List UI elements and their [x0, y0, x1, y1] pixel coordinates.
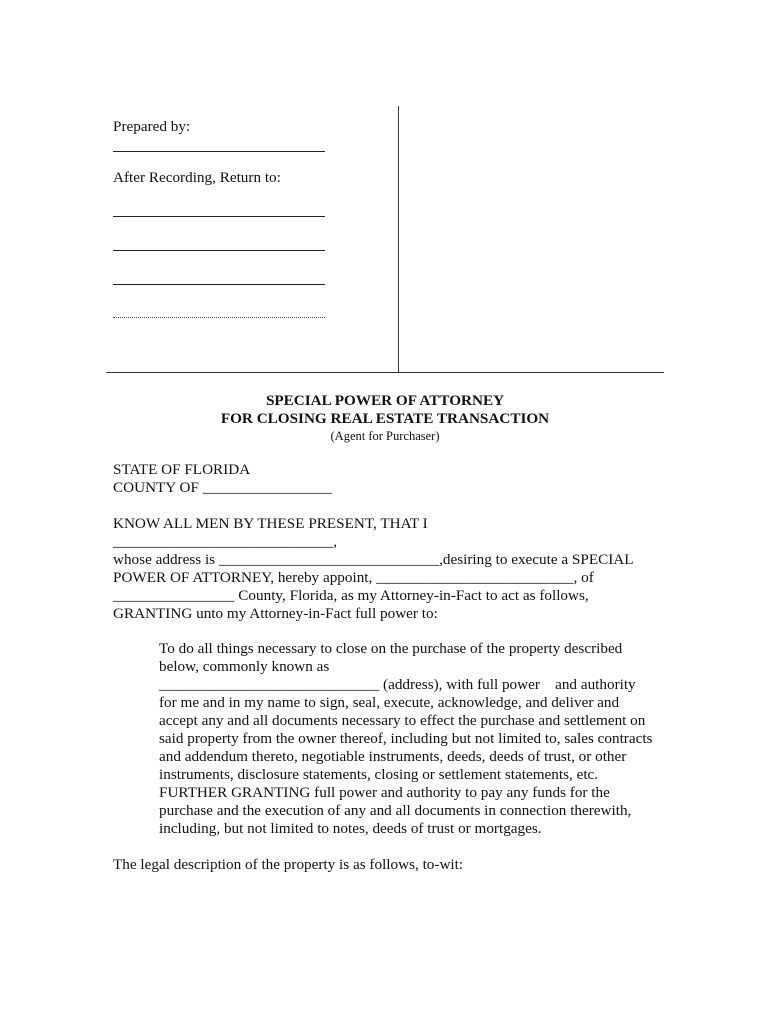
address-line	[113, 551, 634, 569]
address-prefix: whose address is	[113, 551, 216, 568]
return-to-label: After Recording, Return to:	[113, 169, 281, 186]
powers-address-line	[159, 676, 636, 694]
document-title-line-2: FOR CLOSING REAL ESTATE TRANSACTION	[220, 410, 550, 427]
grantor-address-blank[interactable]: _____________________________	[218, 551, 440, 568]
attorney-county-blank[interactable]: ________________	[113, 587, 235, 604]
county-blank[interactable]: _________________	[202, 479, 332, 496]
know-all-line: KNOW ALL MEN BY THESE PRESENT, THAT I	[113, 515, 428, 532]
powers-line-9: FURTHER GRANTING full power and authority to pay any funds for the	[159, 784, 610, 801]
appoint-prefix: POWER OF ATTORNEY, hereby appoint,	[113, 569, 373, 586]
document-title: SPECIAL POWER OF ATTORNEY	[265, 392, 505, 409]
powers-line-8: instruments, disclosure statements, closing or settlement statements, etc.	[159, 766, 599, 783]
prepared-by-label: Prepared by:	[113, 118, 191, 135]
document-subtitle: (Agent for Purchaser)	[330, 429, 440, 443]
attorney-name-blank[interactable]: __________________________	[376, 569, 574, 586]
return-to-line-3[interactable]	[113, 284, 325, 285]
powers-line-5: accept any and all documents necessary to effect the purchase and settlement on	[159, 712, 646, 729]
return-to-line-4[interactable]	[113, 317, 325, 318]
powers-line-3-suffix: (address), with full power and authority	[383, 676, 636, 693]
county-label: COUNTY OF	[113, 479, 199, 496]
recording-box-vertical-divider	[398, 106, 399, 372]
powers-line-10: purchase and the execution of any and all documents in connection therewith,	[159, 802, 632, 819]
powers-line-4: for me and in my name to sign, seal, execute, acknowledge, and deliver and	[159, 694, 620, 711]
granting-line: GRANTING unto my Attorney-in-Fact full power to:	[113, 605, 438, 622]
property-address-blank[interactable]: _____________________________	[159, 676, 380, 693]
return-to-line-2[interactable]	[113, 250, 325, 251]
attorney-county-suffix: County, Florida, as my Attorney-in-Fact to act as follows,	[238, 587, 589, 604]
grantor-name-blank[interactable]: _____________________________,	[113, 533, 338, 550]
appoint-suffix: , of	[573, 569, 594, 586]
powers-line-2: below, commonly known as	[159, 658, 330, 675]
powers-line-11: including, but not limited to notes, deeds of trust or mortgages.	[159, 820, 542, 837]
prepared-by-line[interactable]	[113, 151, 325, 152]
return-to-line-1[interactable]	[113, 216, 325, 217]
powers-line-1: To do all things necessary to close on the purchase of the property described	[159, 640, 623, 657]
state-line: STATE OF FLORIDA	[113, 461, 251, 478]
powers-line-6: said property from the owner thereof, including but not limited to, sales contracts	[159, 730, 653, 747]
attorney-county-line	[113, 587, 589, 605]
address-suffix: ,desiring to execute a SPECIAL	[439, 551, 634, 568]
county-line	[113, 479, 332, 497]
powers-line-7: and addendum thereto, negotiable instruments, deeds, deeds of trust, or other	[159, 748, 627, 765]
legal-description-label: The legal description of the property is as follows, to-wit:	[113, 856, 464, 873]
appoint-line	[113, 569, 594, 587]
recording-box-horizontal-divider	[106, 372, 664, 373]
